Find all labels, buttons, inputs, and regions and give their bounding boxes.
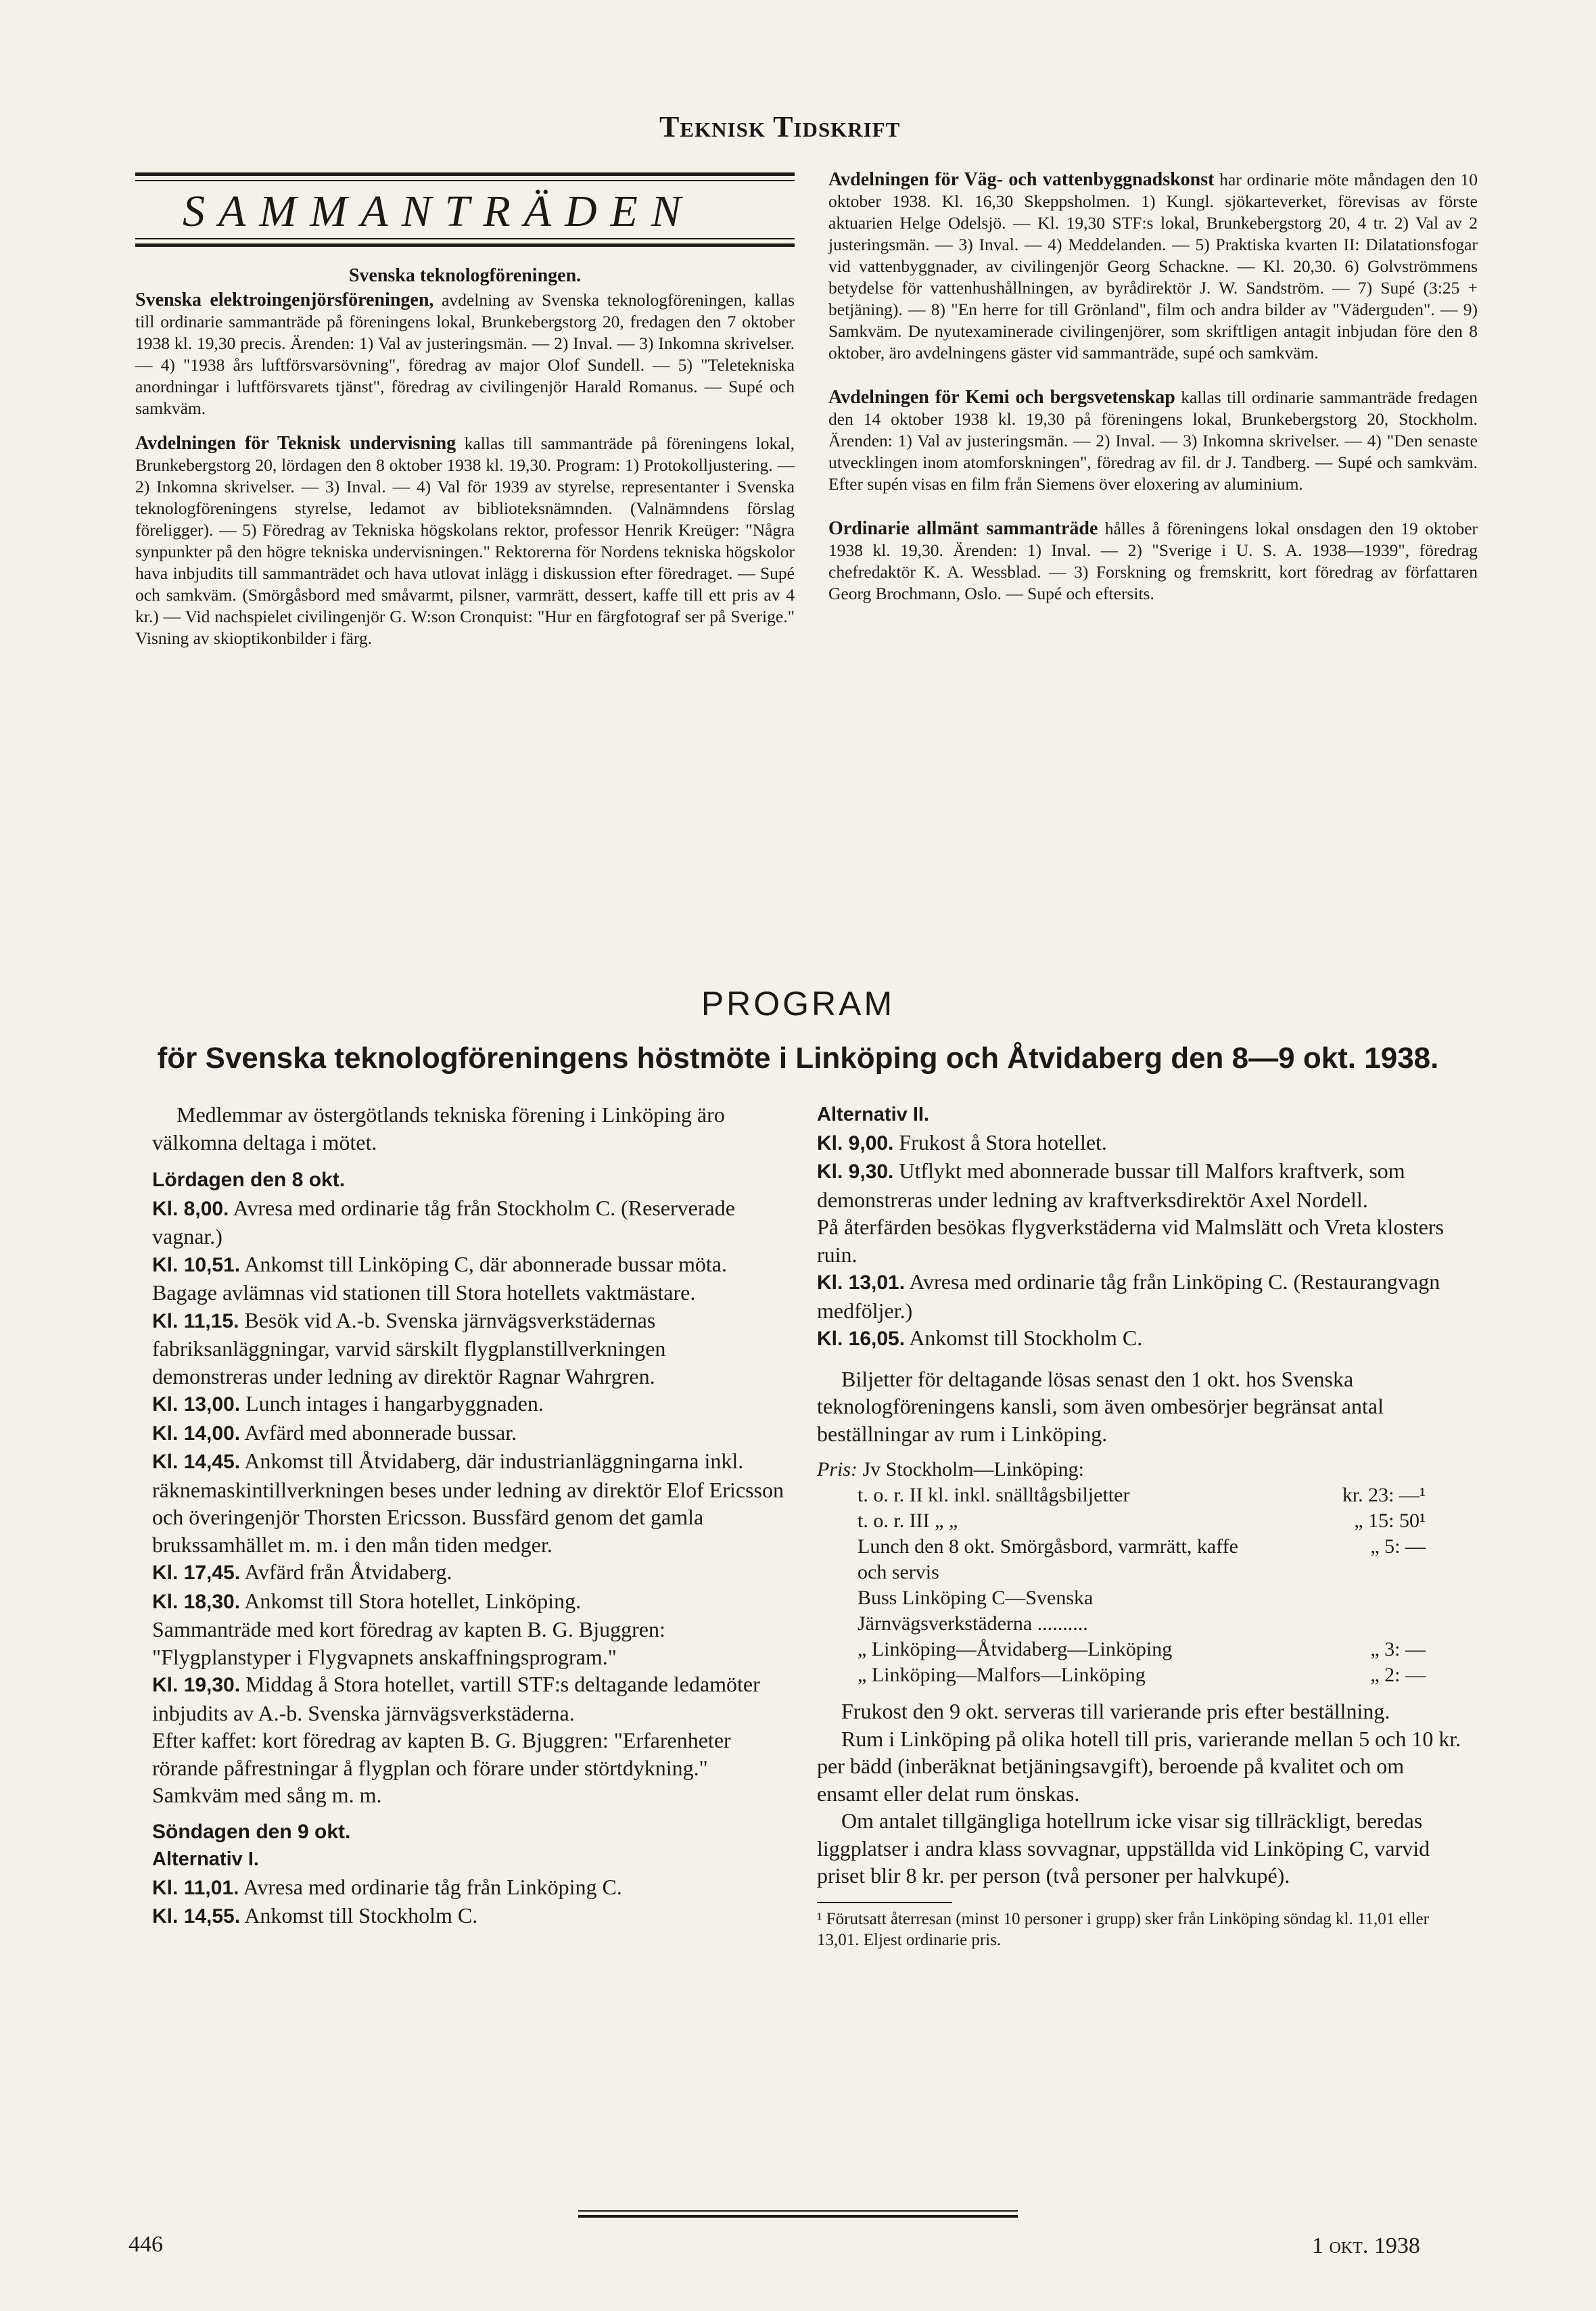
schedule-item [817, 1268, 1466, 1324]
schedule-item [817, 1157, 1466, 1213]
title-rule-top [135, 172, 795, 176]
bottom-rule [578, 2215, 1018, 2218]
price-label: „ Linköping—Malfors—Linköping [858, 1664, 1146, 1686]
schedule-time: Kl. 14,45. [152, 1451, 241, 1473]
schedule-text: Ankomst till Stockholm C. [909, 1326, 1143, 1350]
meeting-text: hålles å föreningens lokal onsdagen den 19 oktober 1938 kl. 19,30. Ärenden: 1) Inval. — 2) "Sverige i U. S. A. 1938—1939", föredrag chefredaktör K. A. Wessblad. — 3) Forskning og fremskritt, kort föredrag av författaren Georg Brochmann, Oslo. — Supé och eftersits. [828, 519, 1478, 603]
price-label: t. o. r. III „ „ [858, 1510, 958, 1532]
journal-header: Teknisk Tidskrift [659, 110, 901, 143]
schedule-text: Avfärd från Åtvidaberg. [244, 1560, 452, 1584]
schedule-text: Ankomst till Åtvidaberg, där industrianläggningarna inkl. räknemaskintillverkningen beses under ledning av direktör Elof Ericsson och överingenjör Thorsten Ericsson. Bussfärd genom det gamla brukssamhället m. m. i den mån tiden medger. [152, 1449, 784, 1557]
page-number: 446 [128, 2232, 163, 2257]
price-row [858, 1483, 1426, 1508]
schedule-text: Ankomst till Linköping C, där abonnerade bussar möta. [244, 1251, 727, 1276]
schedule-item [152, 1194, 784, 1251]
prices-block [817, 1457, 1466, 1688]
price-row [858, 1508, 1426, 1534]
schedule-text: Avresa med ordinarie tåg från Stockholm C. (Reserverade vagnar.) [152, 1195, 735, 1248]
schedule-text: På återfärden besökas flygverkstäderna vid Malmslätt och Vreta klosters ruin. [817, 1215, 1444, 1267]
schedule-text: Lunch intages i hangarbyggnaden. [245, 1391, 544, 1416]
sleeper-text: Om antalet tillgängliga hotellrum icke visar sig tillräckligt, beredas liggplatser i andra klass sovvagnar, uppställda vid Linköping C, varvid priset blir 8 kr. per person (två personer per halvkupé). [817, 1808, 1430, 1888]
schedule-time: Kl. 13,00. [152, 1393, 241, 1416]
schedule-item [817, 1129, 1466, 1158]
meeting-lead: Ordinarie allmänt sammanträde [828, 518, 1098, 539]
schedule-time: Kl. 9,00. [817, 1131, 894, 1154]
schedule-time: Kl. 9,30. [817, 1161, 894, 1183]
price-label: Lunch den 8 okt. Smörgåsbord, varmrätt, kaffe och servis [858, 1535, 1238, 1583]
schedule-time: Kl. 14,00. [152, 1422, 241, 1445]
price-value: „ 2: — [1370, 1664, 1426, 1686]
program-right-column [817, 1101, 1466, 1951]
schedule-text: Besök vid A.-b. Svenska järnvägsverkstädernas fabriksanläggningar, varvid särskilt flygplanstillverkningen demonstreras under ledning av direktör Ragnar Wahrgren. [152, 1307, 666, 1388]
breakfast-text: Frukost den 9 okt. serveras till varierande pris efter beställning. [841, 1699, 1390, 1723]
schedule-item [152, 1390, 784, 1419]
meeting-text: kallas till ordinarie sammanträde fredagen den 14 oktober 1938 kl. 19,30 på föreningens lokal, Brunkebergstorg 20, Stockholm. Ärenden: 1) Val av justeringsmän. — 2) Inval. — 3) Inkomna skrivelser. — 4) "Den senaste utvecklingen inom atomforskningen", föredrag av fil. dr J. Tandberg. — Supé och samkväm. Efter supén visas en film från Siemens över eloxering av aluminium. [828, 388, 1478, 494]
price-label: Buss Linköping C—Svenska Järnvägsverkstäderna .......... [858, 1587, 1094, 1635]
schedule-item [152, 1587, 784, 1616]
schedule-time: Kl. 11,01. [152, 1876, 239, 1899]
bottom-rule-thin [578, 2210, 1018, 2212]
price-label: t. o. r. II kl. inkl. snälltågsbiljetter [858, 1484, 1130, 1506]
title-rule-top-thin [135, 180, 795, 181]
schedule-time: Kl. 17,45. [152, 1562, 241, 1584]
schedule-item [152, 1671, 784, 1727]
schedule-text: Avresa med ordinarie tåg från Linköping C. [243, 1874, 622, 1899]
schedule-item [152, 1279, 784, 1307]
meeting-lead: Svenska elektroingenjörsföreningen, [135, 289, 434, 310]
program-title: PROGRAM [701, 985, 895, 1023]
prices-intro: Jv Stockholm—Linköping: [862, 1458, 1085, 1480]
price-row [858, 1585, 1426, 1637]
schedule-time: Kl. 19,30. [152, 1674, 241, 1696]
meeting-text: kallas till sammanträde på föreningens lokal, Brunkebergstorg 20, lördagen den 8 oktober 1938 kl. 19,30. Program: 1) Protokolljustering. — 2) Inkomna skrivelser. — 3) Inval. — 4) Val för 1939 av styrelse, representanter i Svenska teknologföreningens styrelse, ledamot av biblioteksnämnden. (Valnämndens förslag föreligger). — 5) Föredrag av Tekniska högskolans rektor, professor Henrik Kreüger: "Några synpunkter på den högre tekniska undervisningen." Rektorerna för Nordens tekniska högskolor hava inbjudits till sammanträdet och hava utlovat inlägg i diskussion efter föredraget. — Supé och samkväm. (Smörgåsbord med småvarmt, pilsner, varmrätt, dessert, kaffe till ett pris av 4 kr.) — Vid nachspielet civilingenjör G. W:son Cronquist: "Hur en färgfotograf ser på Sverige." Visning av skioptikonbilder i färg. [135, 434, 795, 648]
footnote-rule [817, 1902, 952, 1903]
price-row [858, 1534, 1426, 1585]
program-intro: Medlemmar av östergötlands tekniska förening i Linköping äro välkomna deltaga i mötet. [152, 1102, 725, 1154]
meetings-right-column [828, 169, 1478, 605]
schedule-time: Kl. 18,30. [152, 1590, 241, 1613]
alternative-1-schedule [152, 1873, 784, 1931]
schedule-time: Kl. 13,01. [817, 1271, 906, 1294]
schedule-item [152, 1447, 784, 1558]
schedule-text: Efter kaffet: kort föredrag av kapten B. G. Bjuggren: "Erfarenheter rörande påfrestningar å flygplan och förare under störtdykning." [152, 1728, 731, 1780]
saturday-heading: Lördagen den 8 okt. [152, 1169, 346, 1191]
schedule-item [817, 1213, 1466, 1268]
title-rule-bottom [135, 243, 795, 247]
meeting-kemi [828, 387, 1478, 495]
price-value: „ 3: — [1370, 1638, 1426, 1660]
schedule-item [152, 1873, 784, 1903]
meeting-lead: Avdelningen för Väg- och vattenbyggnadskonst [828, 169, 1215, 190]
meeting-vag-vatten [828, 169, 1478, 364]
schedule-text: Sammanträde med kort föredrag av kapten B. G. Bjuggren: "Flygplanstyper i Flygvapnets anskaffningsprogram." [152, 1617, 665, 1669]
price-row [858, 1662, 1426, 1688]
meeting-lead: Avdelningen för Kemi och bergsvetenskap [828, 387, 1175, 408]
schedule-item [152, 1419, 784, 1448]
price-value: „ 5: — [1370, 1535, 1426, 1558]
meeting-allmant [828, 518, 1478, 605]
title-rule-bottom-thin [135, 238, 795, 239]
schedule-text: Avresa med ordinarie tåg från Linköping C. (Restaurangvagn medföljer.) [817, 1269, 1440, 1323]
schedule-text: Utflykt med abonnerade bussar till Malfors kraftverk, som demonstreras under ledning av kraftverksdirektör Axel Nordell. [817, 1159, 1405, 1212]
meetings-left-column [135, 265, 795, 649]
tickets-text: Biljetter för deltagande lösas senast den 1 okt. hos Svenska teknologföreningens kansli, som även ombesörjer begränsat antal beställningar av rum i Linköping. [817, 1366, 1384, 1446]
schedule-text: Frukost å Stora hotellet. [899, 1129, 1107, 1154]
prices-label: Pris: [817, 1458, 858, 1480]
schedule-text: Ankomst till Stora hotellet, Linköping. [244, 1588, 582, 1613]
schedule-text: Avfärd med abonnerade bussar. [244, 1420, 517, 1445]
schedule-item [152, 1727, 784, 1781]
society-heading: Svenska teknologföreningen. [348, 265, 582, 286]
program-left-column [152, 1101, 784, 1931]
rooms-text: Rum i Linköping på olika hotell till pris, varierande mellan 5 och 10 kr. per bädd (inberäknat betjäningsavgift), beroende på kvalitet och om ensamt eller delat rum önskas. [817, 1726, 1461, 1806]
meeting-text: har ordinarie möte måndagen den 10 oktober 1938. Kl. 16,30 Skeppsholmen. 1) Kungl. sjökarteverket, förevisas av förste aktuarien Helge Odelsjö. — Kl. 19,30 STF:s lokal, Brunkebergstorg 20, 4 tr. 2) Val av 2 justeringsmän. — 3) Inval. — 4) Meddelanden. — 5) Praktiska kvarten II: Dilatationsfogar vid vattenbyggnader, av civilingenjör Georg Schackne. — Kl. 20,30. 6) Golvströmmens betydelse för vattenhushållningen, av byrådirektör J. W. Sandström. — 7) Supé (3:25 + betjäning). — 8) "En herre for till Grönland", film och andra bilder av "Väderguden". — 9) Samkväm. De nyutexaminerade civilingenjörer, som skriftligen antagit inbjudan före den 8 oktober, äro avdelningens gäster vid sammanträde, supé och samkväm. [828, 170, 1478, 363]
meetings-title: SAMMANTRÄDEN [183, 187, 695, 236]
schedule-item [152, 1616, 784, 1671]
schedule-item [152, 1781, 784, 1809]
meeting-text: avdelning av Svenska teknologföreningen, kallas till ordinarie sammanträde på föreningens lokal, Brunkebergstorg 20, fredagen den 7 oktober 1938 kl. 19,30 precis. Ärenden: 1) Val av justeringsmän. — 2) Inval. — 3) Inkomna skrivelser. — 4) "1938 års luftförsvarsövning", föredrag av major Olof Sundell. — 5) "Teletekniska anordningar i luftförsvarets tjänst", föredrag av civilingenjör Harald Romanus. — Supé och samkväm. [135, 290, 795, 418]
schedule-time: Kl. 10,51. [152, 1253, 241, 1276]
program-subtitle: för Svenska teknologföreningens höstmöte i Linköping och Åtvidaberg den 8—9 okt. 1938. [157, 1042, 1439, 1075]
schedule-item [152, 1902, 784, 1931]
schedule-time: Kl. 11,15. [152, 1309, 239, 1332]
schedule-item [152, 1251, 784, 1280]
schedule-time: Kl. 8,00. [152, 1197, 229, 1220]
schedule-item [152, 1307, 784, 1391]
meeting-elektro [135, 289, 795, 419]
schedule-text: Ankomst till Stockholm C. [244, 1903, 478, 1928]
alternative-2-heading: Alternativ II. [817, 1104, 929, 1125]
meeting-undervisning [135, 433, 795, 649]
alternative-2-schedule [817, 1129, 1466, 1353]
schedule-text: Bagage avlämnas vid stationen till Stora hotellets vaktmästare. [152, 1280, 696, 1305]
footnote: ¹ Förutsatt återresan (minst 10 personer i grupp) sker från Linköping söndag kl. 11,01 eller 13,01. Eljest ordinarie pris. [817, 1909, 1429, 1949]
issue-date: 1 okt. 1938 [1312, 2233, 1420, 2258]
price-value: kr. 23: —¹ [1342, 1484, 1426, 1506]
price-label: „ Linköping—Åtvidaberg—Linköping [858, 1638, 1173, 1660]
price-value: „ 15: 50¹ [1354, 1510, 1426, 1532]
saturday-schedule [152, 1194, 784, 1809]
schedule-time: Kl. 14,55. [152, 1905, 241, 1928]
price-list [817, 1483, 1426, 1688]
alternative-1-heading: Alternativ I. [152, 1848, 259, 1870]
schedule-time: Kl. 16,05. [817, 1328, 906, 1350]
schedule-item [817, 1324, 1466, 1353]
meeting-lead: Avdelningen för Teknisk undervisning [135, 433, 456, 454]
schedule-text: Middag å Stora hotellet, vartill STF:s deltagande ledamöter inbjudits av A.-b. Svenska järnvägsverkstäderna. [152, 1672, 760, 1725]
schedule-text: Samkväm med sång m. m. [152, 1783, 382, 1807]
price-row [858, 1637, 1426, 1662]
schedule-item [152, 1558, 784, 1587]
sunday-heading: Söndagen den 9 okt. [152, 1820, 351, 1843]
